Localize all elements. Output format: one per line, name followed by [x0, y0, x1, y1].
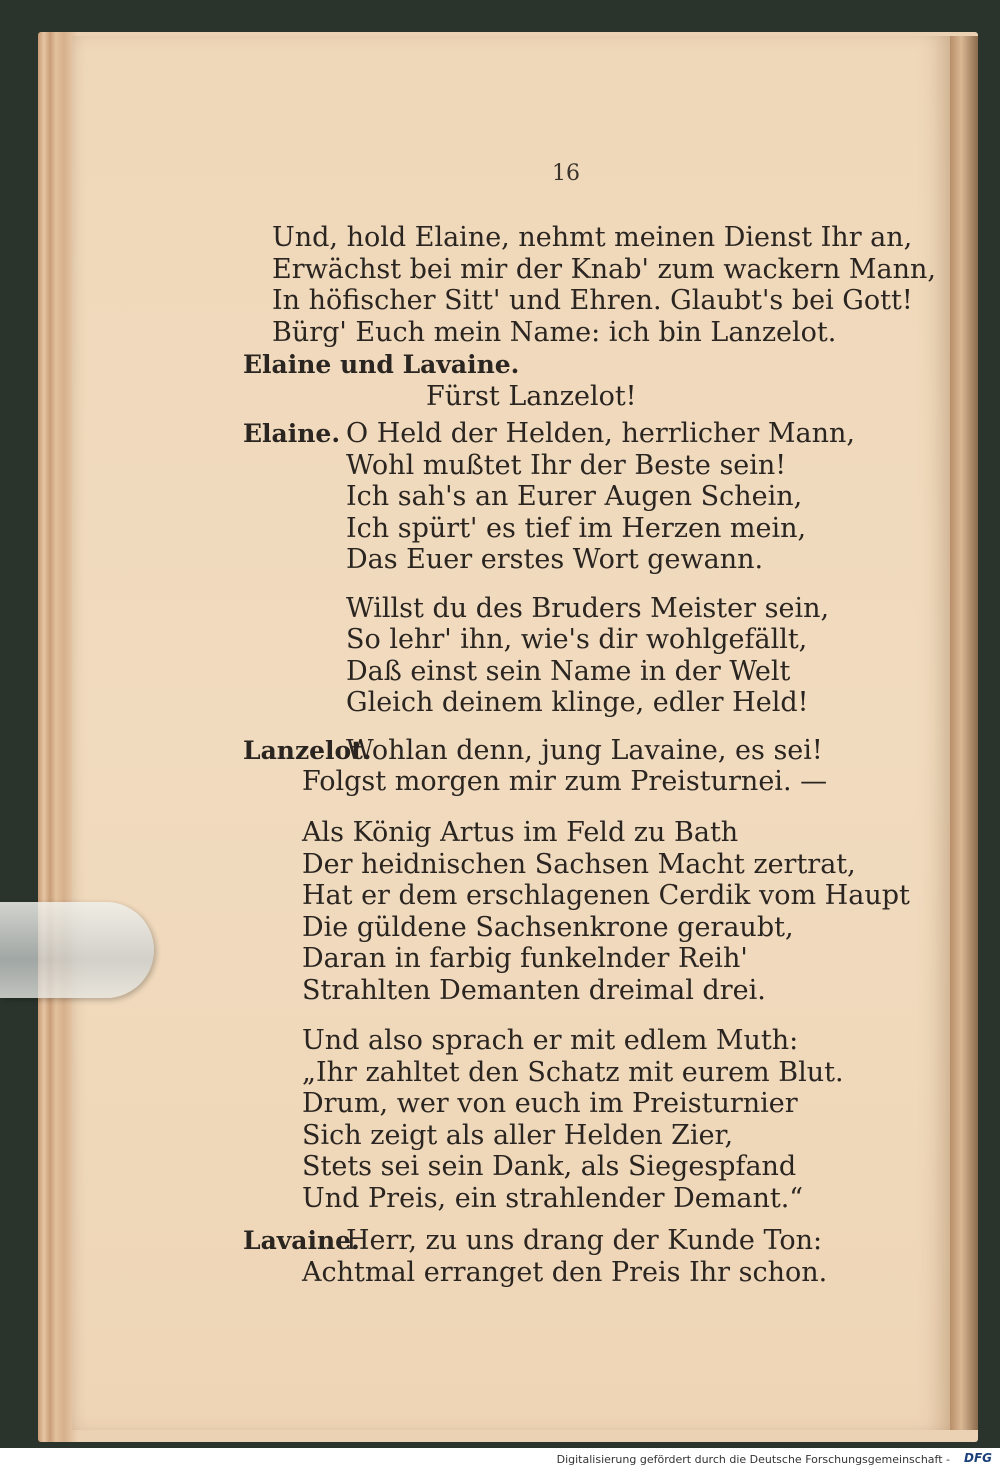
text-line: Ich sah's an Eurer Augen Schein,	[346, 481, 803, 512]
text-line: Folgst morgen mir zum Preisturnei. —	[302, 766, 828, 797]
footer-credit: Digitalisierung gefördert durch die Deutsche Forschungsgemeinschaft -	[556, 1453, 950, 1466]
speaker-name: Elaine und Lavaine.	[243, 350, 520, 379]
text-line: „Ihr zahltet den Schatz mit eurem Blut.	[302, 1057, 844, 1088]
text-line: Willst du des Bruders Meister sein,	[346, 593, 830, 624]
text-line: Als König Artus im Feld zu Bath	[302, 817, 739, 848]
text-line: Der heidnischen Sachsen Macht zertrat,	[302, 849, 856, 880]
text-line: Die güldene Sachsenkrone geraubt,	[302, 912, 794, 943]
text-line: Herr, zu uns drang der Kunde Ton:	[346, 1225, 823, 1256]
speaker-name: Elaine.	[243, 419, 341, 448]
text-line: Fürst Lanzelot!	[426, 381, 637, 412]
text-line: Erwächst bei mir der Knab' zum wackern Mann,	[272, 254, 936, 285]
text-line: Das Euer erstes Wort gewann.	[346, 544, 764, 575]
text-line: Wohlan denn, jung Lavaine, es sei!	[346, 735, 823, 766]
speaker-name: Lanzelot.	[243, 736, 372, 765]
text-line: Daß einst sein Name in der Welt	[346, 656, 791, 687]
text-line: Gleich deinem klinge, edler Held!	[346, 687, 809, 718]
text-line: In höfischer Sitt' und Ehren. Glaubt's bei Gott!	[272, 285, 913, 316]
text-line: Daran in farbig funkelnder Reih'	[302, 943, 748, 974]
text-line: Und also sprach er mit edlem Muth:	[302, 1025, 799, 1056]
speaker-name: Lavaine.	[243, 1226, 360, 1255]
dfg-logo: DFG	[963, 1451, 992, 1465]
text-line: So lehr' ihn, wie's dir wohlgefällt,	[346, 624, 808, 655]
text-line: Stets sei sein Dank, als Siegespfand	[302, 1151, 797, 1182]
text-line: Strahlten Demanten dreimal drei.	[302, 975, 766, 1006]
text-line: Wohl mußtet Ihr der Beste sein!	[346, 450, 787, 481]
text-line: Bürg' Euch mein Name: ich bin Lanzelot.	[272, 317, 837, 348]
text-line: Drum, wer von euch im Preisturnier	[302, 1088, 798, 1119]
text-line: Ich spürt' es tief im Herzen mein,	[346, 513, 807, 544]
text-line: O Held der Helden, herrlicher Mann,	[346, 418, 856, 449]
text-line: Achtmal erranget den Preis Ihr schon.	[302, 1257, 828, 1288]
text-line: Und Preis, ein strahlender Demant.“	[302, 1183, 804, 1214]
text-line: Hat er dem erschlagenen Cerdik vom Haupt	[302, 880, 910, 911]
page-number: 16	[552, 161, 580, 186]
text-line: Und, hold Elaine, nehmt meinen Dienst Ihr an,	[272, 222, 913, 253]
text-line: Sich zeigt als aller Helden Zier,	[302, 1120, 734, 1151]
